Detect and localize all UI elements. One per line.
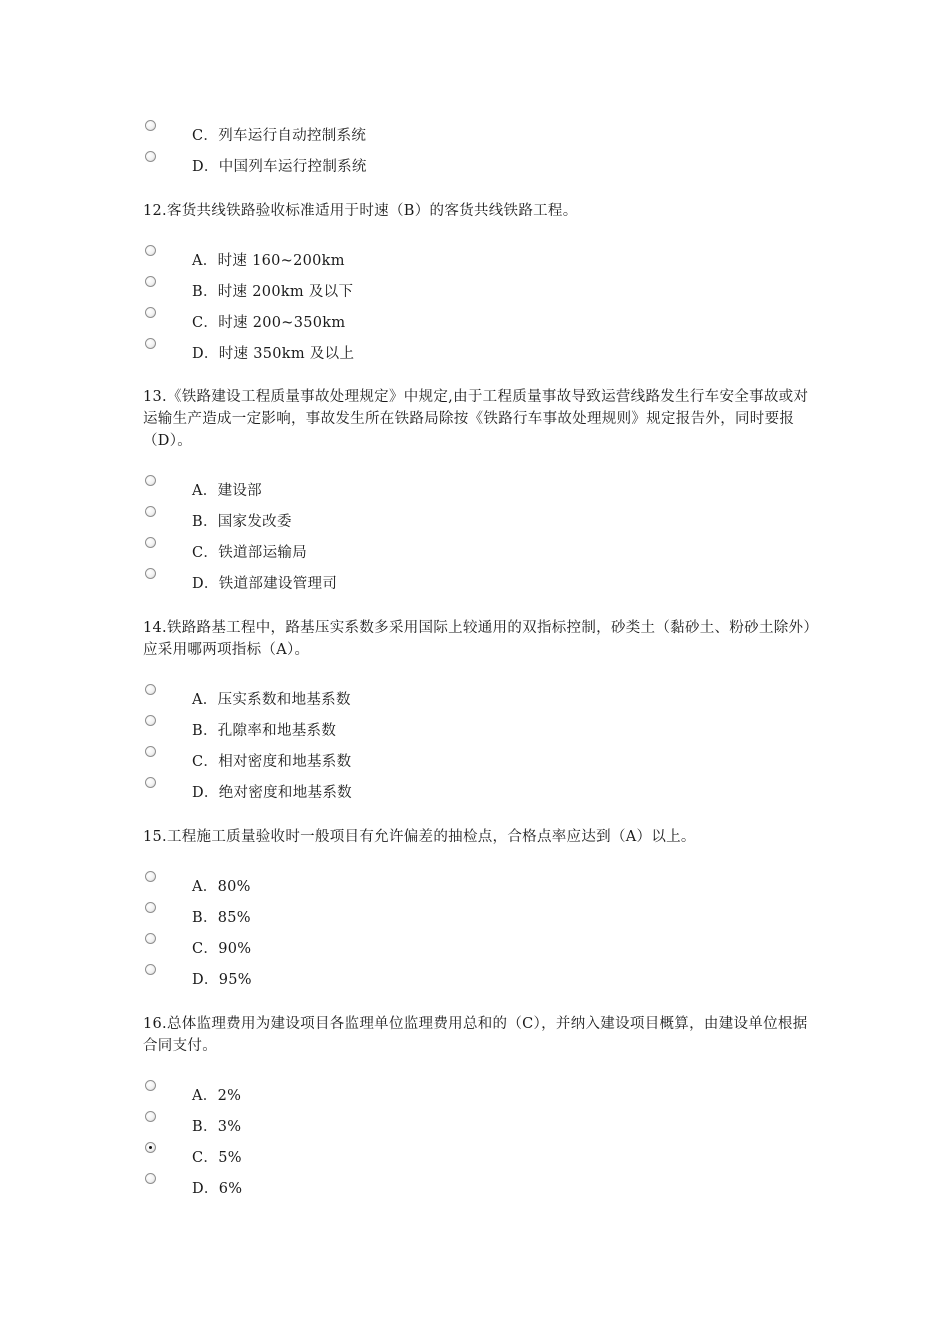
answer-option[interactable] <box>0 1142 950 1173</box>
answer-option[interactable] <box>0 777 950 808</box>
radio-button[interactable] <box>145 338 156 349</box>
question-text: 13.《铁路建设工程质量事故处理规定》中规定,由于工程质量事故导致运营线路发生行车安全事故或对运输生产造成一定影响，事故发生所在铁路局除按《铁路行车事故处理规则》规定报告外，同时要报（D）。 <box>143 389 809 449</box>
radio-button[interactable] <box>145 1080 156 1091</box>
answer-option[interactable] <box>0 684 950 715</box>
radio-button[interactable] <box>145 933 156 944</box>
radio-button[interactable] <box>145 245 156 256</box>
answer-option[interactable] <box>0 338 950 369</box>
answer-option[interactable] <box>0 1080 950 1111</box>
option-label: C．5% <box>192 1150 242 1166</box>
answer-option[interactable] <box>0 964 950 995</box>
option-label: D．6% <box>192 1181 243 1197</box>
radio-button[interactable] <box>145 537 156 548</box>
radio-button[interactable] <box>145 276 156 287</box>
question-text: 12.客货共线铁路验收标准适用于时速（B）的客货共线铁路工程。 <box>143 203 578 219</box>
answer-option[interactable] <box>0 506 950 537</box>
option-group <box>0 871 950 995</box>
radio-button[interactable] <box>145 964 156 975</box>
option-group <box>0 475 950 599</box>
radio-button[interactable] <box>145 1111 156 1122</box>
option-label: D．中国列车运行控制系统 <box>192 159 367 175</box>
radio-button[interactable] <box>145 1173 156 1184</box>
option-label: D．时速 350km 及以上 <box>192 346 355 362</box>
question-text: 16.总体监理费用为建设项目各监理单位监理费用总和的（C），并纳入建设项目概算，由建设单位根据合同支付。 <box>143 1016 808 1054</box>
answer-option[interactable] <box>0 475 950 506</box>
answer-option[interactable] <box>0 715 950 746</box>
radio-button[interactable] <box>145 715 156 726</box>
answer-option[interactable] <box>0 871 950 902</box>
option-label: A．建设部 <box>192 483 262 499</box>
radio-button-checked[interactable] <box>145 1142 156 1153</box>
option-label: C．时速 200~350km <box>192 315 346 331</box>
answer-option[interactable] <box>0 1111 950 1142</box>
radio-button[interactable] <box>145 568 156 579</box>
option-group <box>0 120 950 182</box>
radio-button[interactable] <box>145 746 156 757</box>
option-group <box>0 1080 950 1204</box>
question-text: 14.铁路路基工程中，路基压实系数多采用国际上较通用的双指标控制，砂类土（黏砂土、粉砂土除外）应采用哪两项指标（A）。 <box>143 620 811 658</box>
answer-option[interactable] <box>0 568 950 599</box>
radio-button[interactable] <box>145 120 156 131</box>
option-label: C．90% <box>192 941 252 957</box>
option-label: C．相对密度和地基系数 <box>192 754 352 770</box>
option-label: D．95% <box>192 972 252 988</box>
radio-button[interactable] <box>145 307 156 318</box>
radio-button[interactable] <box>145 506 156 517</box>
answer-option[interactable] <box>0 1173 950 1204</box>
answer-option[interactable] <box>0 307 950 338</box>
option-label: B．3% <box>192 1119 242 1135</box>
answer-option[interactable] <box>0 120 950 151</box>
answer-option[interactable] <box>0 276 950 307</box>
radio-button[interactable] <box>145 475 156 486</box>
option-label: B．国家发改委 <box>192 514 292 530</box>
radio-button[interactable] <box>145 151 156 162</box>
option-label: A．压实系数和地基系数 <box>192 692 351 708</box>
answer-option[interactable] <box>0 933 950 964</box>
option-label: A．时速 160~200km <box>192 253 345 269</box>
option-label: B．孔隙率和地基系数 <box>192 723 337 739</box>
option-label: B．时速 200km 及以下 <box>192 284 354 300</box>
option-group <box>0 684 950 808</box>
radio-button[interactable] <box>145 902 156 913</box>
answer-option[interactable] <box>0 902 950 933</box>
option-label: C．铁道部运输局 <box>192 545 307 561</box>
radio-button[interactable] <box>145 777 156 788</box>
option-label: D．绝对密度和地基系数 <box>192 785 352 801</box>
option-group <box>0 245 950 369</box>
question-text: 15.工程施工质量验收时一般项目有允许偏差的抽检点，合格点率应达到（A）以上。 <box>143 829 696 845</box>
option-label: A．80% <box>192 879 251 895</box>
option-label: C．列车运行自动控制系统 <box>192 128 367 144</box>
option-label: A．2% <box>192 1088 242 1104</box>
answer-option[interactable] <box>0 537 950 568</box>
option-label: B．85% <box>192 910 251 926</box>
answer-option[interactable] <box>0 245 950 276</box>
answer-option[interactable] <box>0 746 950 777</box>
radio-button[interactable] <box>145 684 156 695</box>
option-label: D．铁道部建设管理司 <box>192 576 338 592</box>
answer-option[interactable] <box>0 151 950 182</box>
radio-button[interactable] <box>145 871 156 882</box>
